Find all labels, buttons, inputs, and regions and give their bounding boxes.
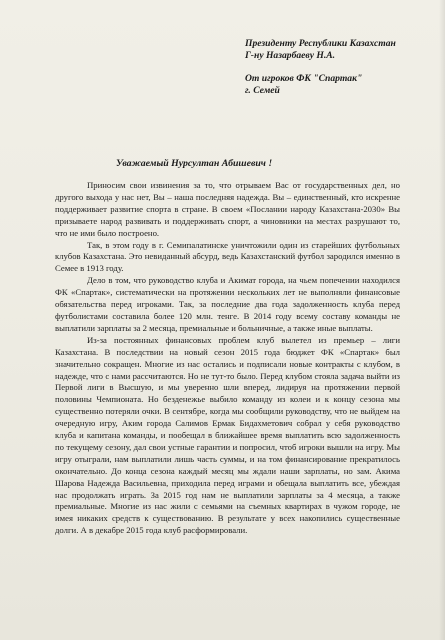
paragraph-3: Дело в том, что руководство клуба и Акимат города, на чьем попечении находился ФК «Спартак», систематически на протяжении нескольких лет не выполняли финансовые обязательства перед игроками. Так, за последние два года задолженность клуба перед футболистами составила более 120 млн. тенге. В 2014 году всему составу команды не выплатили зарплаты за 2 месяца, премиальные и больничные, а также иные выплаты.	[55, 275, 400, 333]
addressee-line-2: Г-ну Назарбаеву Н.А.	[245, 49, 336, 61]
addressee-line-1: Президенту Республики Казахстан	[245, 38, 396, 49]
letter-body	[55, 180, 400, 537]
addressee-block	[245, 38, 440, 96]
sender-line-1: От игроков ФК "Спартак"	[245, 73, 363, 84]
paragraph-4: Из-за постоянных финансовых проблем клуб вылетел из премьер – лиги Казахстана. В последствии на новый сезон 2015 года бюджет ФК «Спартак» был значительно сокращен. Многие из нас остались и подписали новые контракты с клубом, в надежде, что с нами рассчитаются. Но не тут-то было. Перед клубом стояла задача выйти из Первой лиги в Высшую, и мы уверенно шли вперед, лидируя на протяжении первой половины Чемпионата. Но безденежье выбило команду из колеи и к концу сезона мы существенно потеряли очки. В сентябре, когда мы сообщили руководству, что не выйдем на очередную игру, Аким города Салимов Ермак Бидахметович собрал у себя руководство клуба и капитана команды, и пообещал в ближайшее время выплатить всю задолженность по текущему сезону, дал свои устные гарантии и попросил, чтоб игроки вышли на игру. Мы игру отыграли, нам выплатили лишь часть суммы, и на том финансирование прекратилось окончательно. До конца сезона каждый месяц мы ждали наши зарплаты, но зам. Акима Шарова Надежда Васильевна, приходила перед играми и обещала выплатить все, убеждая нас продолжать играть. За 2015 год нам не выплатили зарплаты за 4 месяца, а также премиальные. Многие из нас жили с семьями на съемных квартирах в чужом городе, не имея никаких средств к существованию. В результате у всех накопились существенные долги. А в декабре 2015 года клуб расформировали.	[55, 334, 400, 536]
salutation: Уважаемый Нурсултан Абишевич !	[116, 158, 273, 169]
page-edge-shadow	[439, 0, 445, 640]
addressee-gap	[245, 61, 440, 73]
paragraph-1: Приносим свои извинения за то, что отрываем Вас от государственных дел, но другого выхода у нас нет, Вы – наша последняя надежда. Вы – единственный, кто искренне поддерживает развитие спорта в стране. В своем «Послании народу Казахстана-2030» Вы призываете народ развивать и поддерживать спорт, а чиновники на местах разрушают то, что не ими было построено.	[55, 180, 400, 238]
paragraph-2: Так, в этом году в г. Семипалатинске уничтожили один из старейших футбольных клубов Казахстана. Это невиданный абсурд, ведь Казахстанский футбол зародился именно в Семее в 1913 году.	[55, 239, 400, 274]
sender-line-2: г. Семей	[245, 84, 280, 96]
